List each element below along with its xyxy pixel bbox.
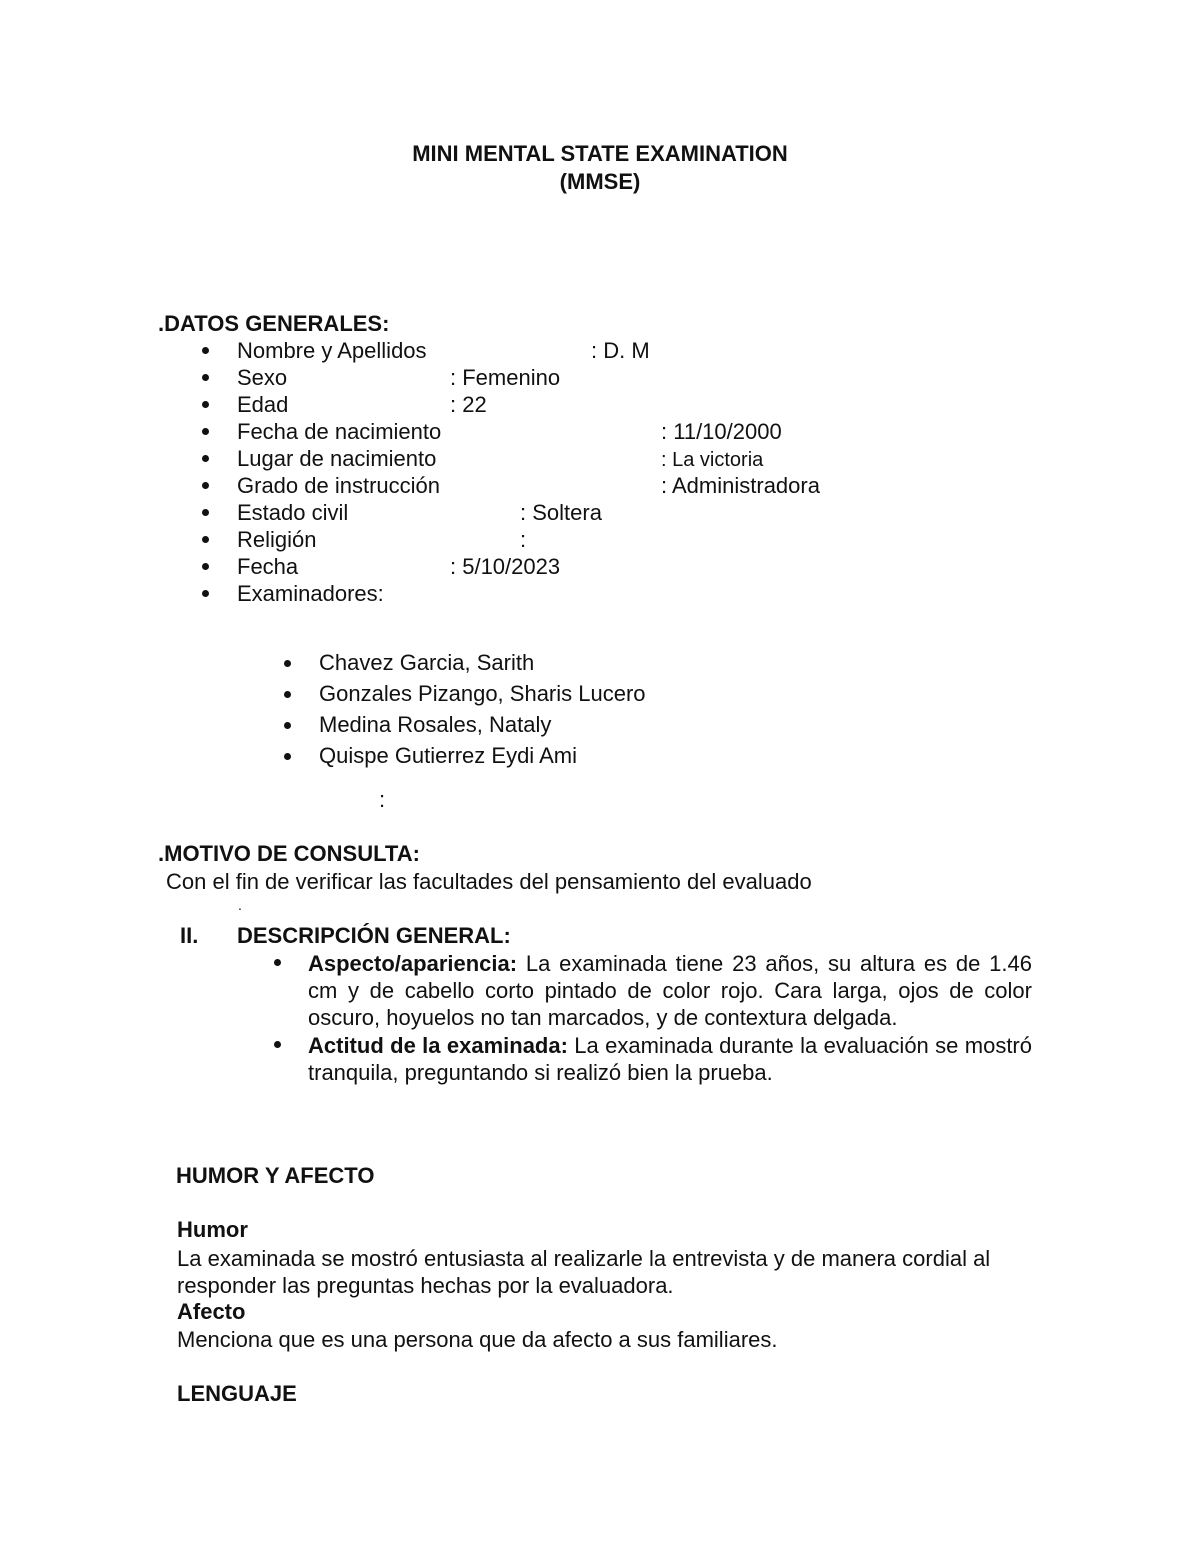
trailing-colon: : [379, 787, 386, 812]
actitud-label: Actitud de la examinada: [308, 1033, 568, 1058]
aspecto-label: Aspecto/apariencia: [308, 951, 518, 976]
datos-value: : 11/10/2000 [661, 419, 782, 444]
datos-value: : 5/10/2023 [450, 554, 561, 579]
datos-label: Grado de instrucción [237, 473, 440, 498]
bullet-icon [202, 428, 209, 435]
datos-value: : Administradora [661, 473, 820, 498]
bullet-icon [284, 753, 291, 760]
section-number: II. [180, 923, 199, 948]
datos-label: Estado civil [237, 500, 349, 525]
actitud-paragraph [308, 1032, 1032, 1086]
bullet-icon [202, 509, 209, 516]
bullet-icon [202, 590, 209, 597]
datos-label: Examinadores: [237, 581, 384, 606]
document-title: MINI MENTAL STATE EXAMINATION [412, 141, 788, 166]
datos-label: Fecha de nacimiento [237, 419, 442, 444]
bullet-icon [274, 1041, 281, 1048]
bullet-icon [284, 660, 291, 667]
bullet-icon [274, 959, 281, 966]
examiner-name: Medina Rosales, Nataly [319, 712, 552, 737]
document-subtitle: (MMSE) [559, 169, 641, 194]
datos-value: : 22 [450, 392, 487, 417]
humor-afecto-heading: HUMOR Y AFECTO [176, 1163, 375, 1188]
examiner-name: Quispe Gutierrez Eydi Ami [319, 743, 577, 768]
humor-text: La examinada se mostró entusiasta al realizarle la entrevista y de manera cordial al responder las preguntas hechas por la evaluadora. [177, 1246, 991, 1298]
datos-label: Nombre y Apellidos [237, 338, 427, 363]
bullet-icon [202, 563, 209, 570]
motivo-text: Con el fin de verificar las facultades del pensamiento del evaluado [166, 869, 812, 894]
bullet-icon [284, 722, 291, 729]
datos-label: Fecha [237, 554, 299, 579]
bullet-icon [284, 691, 291, 698]
examiner-name: Gonzales Pizango, Sharis Lucero [319, 681, 646, 706]
lenguaje-heading: LENGUAJE [177, 1381, 297, 1406]
datos-value: : La victoria [661, 449, 764, 471]
datos-label: Sexo [237, 365, 288, 390]
datos-label: Religión [237, 527, 317, 552]
bullet-icon [202, 374, 209, 381]
bullet-icon [202, 347, 209, 354]
humor-label: Humor [177, 1217, 248, 1242]
datos-label: Edad [237, 392, 289, 417]
stray-dot: . [238, 897, 242, 913]
datos-value: : Femenino [450, 365, 561, 390]
bullet-icon [202, 455, 209, 462]
examiner-name: Chavez Garcia, Sarith [319, 650, 535, 675]
aspecto-text: La examinada tiene 23 años, su altura es de 1.46 cm y de cabello corto pintado de color rojo. Cara larga, ojos de color oscuro, hoyuelos no tan marcados, y de contextura delgada. [308, 951, 1032, 1030]
aspecto-paragraph [308, 950, 1032, 1031]
afecto-label: Afecto [177, 1299, 246, 1324]
actitud-text: La examinada durante la evaluación se mostró tranquila, preguntando si realizó bien la prueba. [308, 1033, 1032, 1085]
bullet-icon [202, 482, 209, 489]
descripcion-heading: DESCRIPCIÓN GENERAL: [237, 923, 511, 948]
afecto-text: Menciona que es una persona que da afecto a sus familiares. [177, 1327, 778, 1352]
bullet-icon [202, 536, 209, 543]
motivo-heading: .MOTIVO DE CONSULTA: [158, 841, 420, 866]
bullet-icon [202, 401, 209, 408]
datos-generales-heading: .DATOS GENERALES: [158, 311, 390, 336]
datos-label: Lugar de nacimiento [237, 446, 437, 471]
datos-value: : [520, 527, 527, 552]
datos-value: : D. M [591, 338, 650, 363]
datos-value: : Soltera [520, 500, 602, 525]
